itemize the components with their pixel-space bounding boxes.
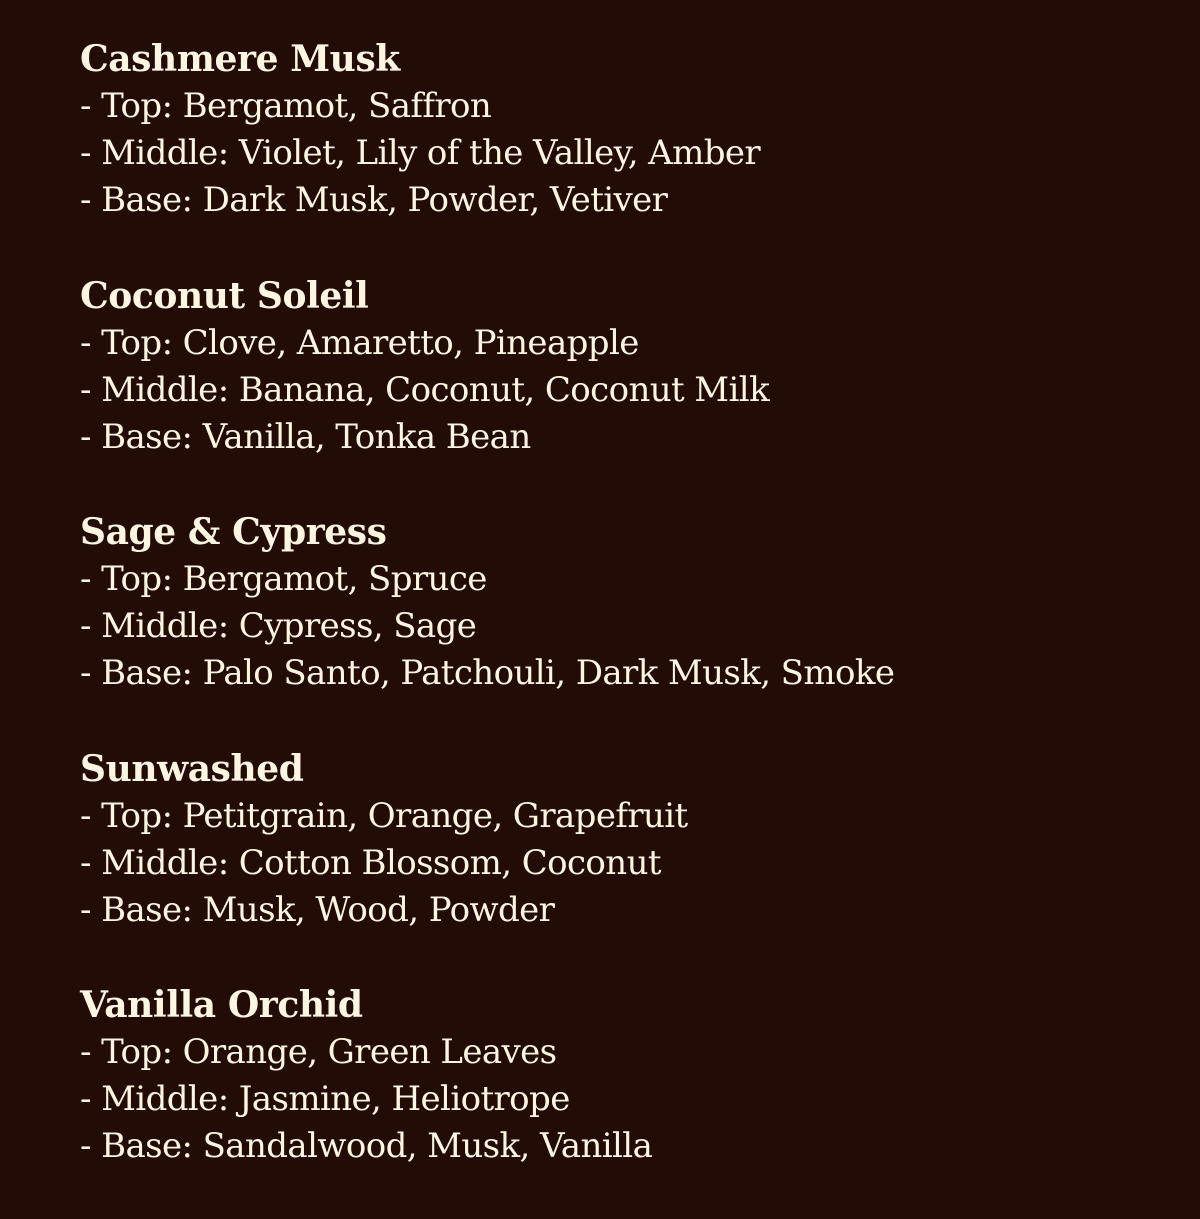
- middle-notes: - Middle: Violet, Lily of the Valley, Amber: [80, 133, 761, 173]
- base-notes: - Base: Vanilla, Tonka Bean: [80, 416, 531, 457]
- scent-name: Cashmere Musk: [80, 38, 400, 80]
- base-notes: - Base: Musk, Wood, Powder: [80, 889, 555, 930]
- top-notes: - Top: Bergamot, Spruce: [80, 559, 487, 599]
- middle-notes: - Middle: Cotton Blossom, Coconut: [80, 842, 661, 883]
- scent-name: Sage & Cypress: [80, 511, 387, 553]
- top-notes: - Top: Orange, Green Leaves: [80, 1032, 557, 1072]
- scent-section-cashmere-musk: [80, 36, 1200, 273]
- base-notes: - Base: Sandalwood, Musk, Vanilla: [80, 1126, 653, 1166]
- scent-section-sage-cypress: [80, 509, 1200, 746]
- middle-notes: - Middle: Banana, Coconut, Coconut Milk: [80, 369, 770, 410]
- top-notes: - Top: Bergamot, Saffron: [80, 86, 492, 126]
- base-notes: - Base: Palo Santo, Patchouli, Dark Musk, Smoke: [80, 653, 895, 693]
- scent-name: Vanilla Orchid: [80, 984, 363, 1026]
- scent-section-vanilla-orchid: [80, 982, 1200, 1219]
- scent-section-coconut-soleil: [80, 273, 1200, 510]
- middle-notes: - Middle: Cypress, Sage: [80, 606, 477, 646]
- middle-notes: - Middle: Jasmine, Heliotrope: [80, 1079, 570, 1119]
- scent-name: Sunwashed: [80, 747, 304, 790]
- scent-section-sunwashed: [80, 746, 1200, 983]
- base-notes: - Base: Dark Musk, Powder, Vetiver: [80, 180, 668, 220]
- top-notes: - Top: Clove, Amaretto, Pineapple: [80, 322, 639, 363]
- scent-name: Coconut Soleil: [80, 274, 369, 317]
- top-notes: - Top: Petitgrain, Orange, Grapefruit: [80, 795, 688, 836]
